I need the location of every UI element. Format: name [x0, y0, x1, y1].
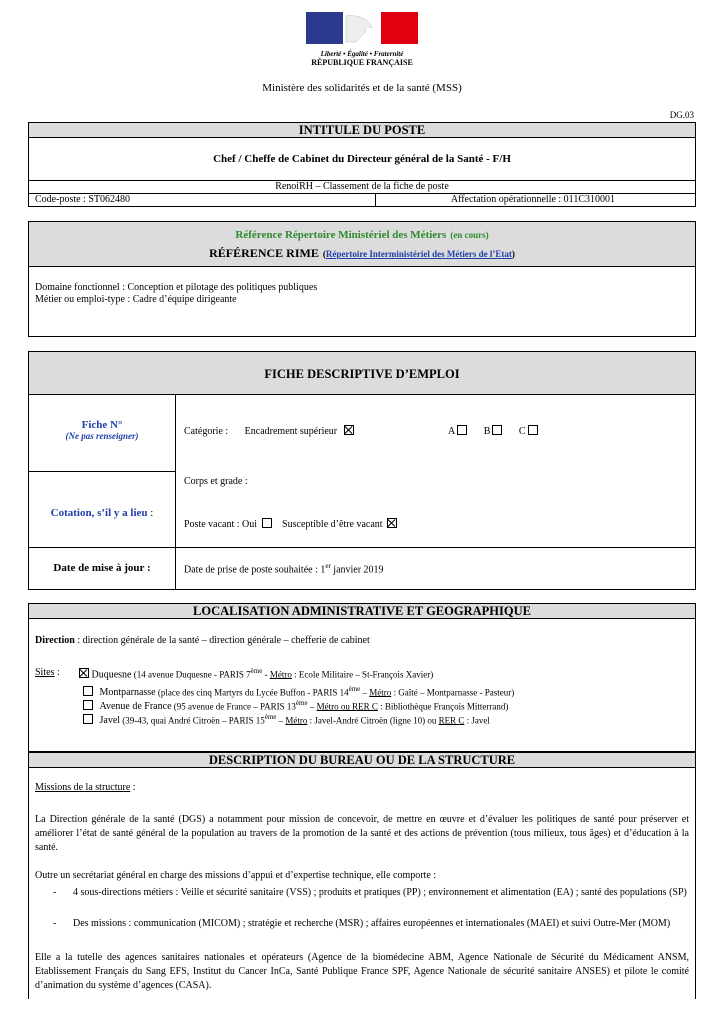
site-name: Duquesne [91, 669, 132, 681]
intitule-title: INTITULE DU POSTE [298, 123, 426, 137]
rime-header [28, 221, 696, 267]
direction-line [35, 635, 370, 646]
missions-line: Missions de la structure : [35, 782, 136, 793]
fiche-no: Fiche N° [81, 419, 123, 431]
divider [29, 471, 175, 472]
localisation-body [28, 618, 696, 752]
bullet-2: - Des missions : communication (MICOM) ; stratégie et recherche (MSR) ; affaires européennes et internationales (MAEI) et suivi Outre-Mer (MOM) [53, 918, 671, 929]
intitule-header [28, 122, 696, 138]
cat-b-checkbox[interactable] [492, 425, 502, 435]
site-row: Montparnasse (place des cinq Martyrs du Lycée Buffon - PARIS 14ème – Métro : Gaîté – Montparnasse - Pasteur) [83, 685, 514, 698]
paragraph-3: Elle a la tutelle des agences sanitaires nationales et opérateurs (Agence de la biomédecine ABM, Agence Nationale de Sécurité du Médicament ANSM, Etablissement Français du Sang EFS, Institut du Cancer InCa, Santé Publique France SPF, Agence Nationale de sécurité sanitaire ANSES) et pilote le comité d’animation du système d’agences (CASA). [35, 952, 689, 991]
ref-rime-line: RÉFÉRENCE RIME (Répertoire Interministériel des Métiers de l’Etat) [209, 246, 515, 260]
cat-c-label: C [518, 426, 526, 437]
cat-c-checkbox[interactable] [528, 425, 538, 435]
bullet-1: - 4 sous-directions métiers : Veille et sécurité sanitaire (VSS) ; produits et pratiques (PP) ; environnement et alimentation (EA) ; santé des populations (SP) [53, 887, 687, 898]
sites-label: Sites [35, 667, 55, 678]
paragraph-1: La Direction générale de la santé (DGS) a notamment pour mission de concevoir, de mettre en œuvre et d’évaluer les politiques de santé pour préserver et améliorer l’état de santé général de la population au travers de la promotion de la santé et des actions de prévention (tous milieux, tous âges) et d’éducation à la santé. [35, 814, 689, 853]
ref-metiers-line [29, 225, 695, 243]
rime-body [28, 266, 696, 337]
divider [29, 547, 695, 548]
site-row: Avenue de France (95 avenue de France – PARIS 13ème – Métro ou RER C : Bibliothèque François Mitterrand) [83, 699, 508, 712]
tricolor-flag-icon [306, 12, 418, 44]
fiche-no-cell [29, 419, 175, 441]
divider [175, 395, 176, 589]
site-name: Montparnasse [99, 687, 156, 699]
site-checkbox[interactable] [83, 700, 93, 710]
doc-code: DG.03 [669, 110, 694, 120]
poste-title: Chef / Cheffe de Cabinet du Directeur général de la Santé - F/H [213, 153, 511, 165]
cat-a-checkbox[interactable] [457, 425, 467, 435]
date-prise-text: Date de prise de poste souhaitée : 1 [184, 564, 326, 576]
site-name: Avenue de France [99, 701, 172, 713]
date-sup: er [325, 562, 331, 570]
fiche-header [28, 351, 696, 395]
fiche-table [28, 394, 696, 590]
missions-label: Missions de la structure [35, 782, 131, 793]
ref-metiers: Référence Répertoire Ministériel des Métiers [235, 229, 447, 241]
date-maj: Date de mise à jour : [53, 562, 151, 574]
metier: Métier ou emploi-type : Cadre d’équipe dirigeante [35, 294, 237, 305]
renoirh-label: RenoiRH – Classement de la fiche de poste [275, 181, 449, 192]
intitule-poste-box [28, 137, 696, 181]
date-prise [184, 562, 384, 575]
vacant-row [184, 518, 397, 530]
divider [375, 194, 376, 206]
affectation: Affectation opérationnelle : 011C310001 [450, 194, 615, 205]
localisation-title: LOCALISATION ADMINISTRATIVE ET GEOGRAPHIQUE [193, 604, 531, 618]
site-row: Duquesne (14 avenue Duquesne - PARIS 7ème - Métro : Ecole Militaire – St-François Xavier) [79, 667, 433, 680]
site-checkbox[interactable] [79, 668, 89, 678]
site-checkbox[interactable] [83, 686, 93, 696]
domaine: Domaine fonctionnel : Conception et pilotage des politiques publiques [35, 282, 318, 293]
description-title: DESCRIPTION DU BUREAU OU DE LA STRUCTURE [208, 753, 516, 767]
fiche-title: FICHE DESCRIPTIVE D’EMPLOI [264, 367, 460, 381]
code-poste: Code-poste : ST062480 [35, 194, 130, 205]
code-poste-row [28, 193, 696, 207]
rime-link[interactable]: Répertoire Interministériel des Métiers de l’Etat [325, 249, 512, 259]
cat-b-label: B [483, 426, 491, 437]
motto: Liberté • Égalité • Fraternité [320, 50, 404, 58]
sites-label-line: Sites : [35, 667, 60, 678]
categorie-row [184, 425, 354, 437]
encadrement-label: Encadrement supérieur [244, 426, 338, 437]
poste-vacant-checkbox[interactable] [262, 518, 272, 528]
categorie-label: Catégorie : [184, 426, 229, 437]
en-cours: (en cours) [450, 230, 489, 240]
cotation-cell: Cotation, s’il y a lieu : [50, 507, 154, 519]
description-header [28, 752, 696, 768]
ministry-name: Ministère des solidarités et de la santé (MSS) [262, 82, 462, 94]
encadrement-checkbox[interactable] [344, 425, 354, 435]
republic-label: RÉPUBLIQUE FRANÇAISE [311, 58, 413, 67]
site-checkbox[interactable] [83, 714, 93, 724]
localisation-header [28, 603, 696, 619]
cotation: Cotation, s’il y a lieu [50, 507, 148, 519]
description-body [28, 767, 696, 999]
site-name: Javel [99, 715, 121, 727]
ref-rime: RÉFÉRENCE RIME [209, 246, 319, 260]
date-rest: janvier 2019 [330, 564, 384, 576]
paragraph-2: Outre un secrétariat général en charge des missions d’appui et d’expertise technique, elle comporte : [35, 870, 437, 881]
site-row: Javel (39-43, quai André Citroën – PARIS 15ème – Métro : Javel-André Citroën (ligne 10) ou RER C : Javel [83, 713, 490, 726]
marianne-logo [306, 12, 418, 72]
corps-grade: Corps et grade : [184, 476, 248, 487]
cat-abc-row [448, 425, 538, 437]
susceptible-checkbox[interactable] [387, 518, 397, 528]
poste-vacant-label: Poste vacant : Oui [184, 519, 258, 530]
susceptible-label: Susceptible d’être vacant [282, 519, 383, 530]
cat-a-label: A [448, 426, 456, 437]
direction-label: Direction [35, 635, 75, 646]
direction-text: : direction générale de la santé – direction générale – chefferie de cabinet [74, 635, 370, 646]
ne-pas-renseigner: (Ne pas renseigner) [65, 431, 139, 441]
renoirh-row [28, 180, 696, 194]
